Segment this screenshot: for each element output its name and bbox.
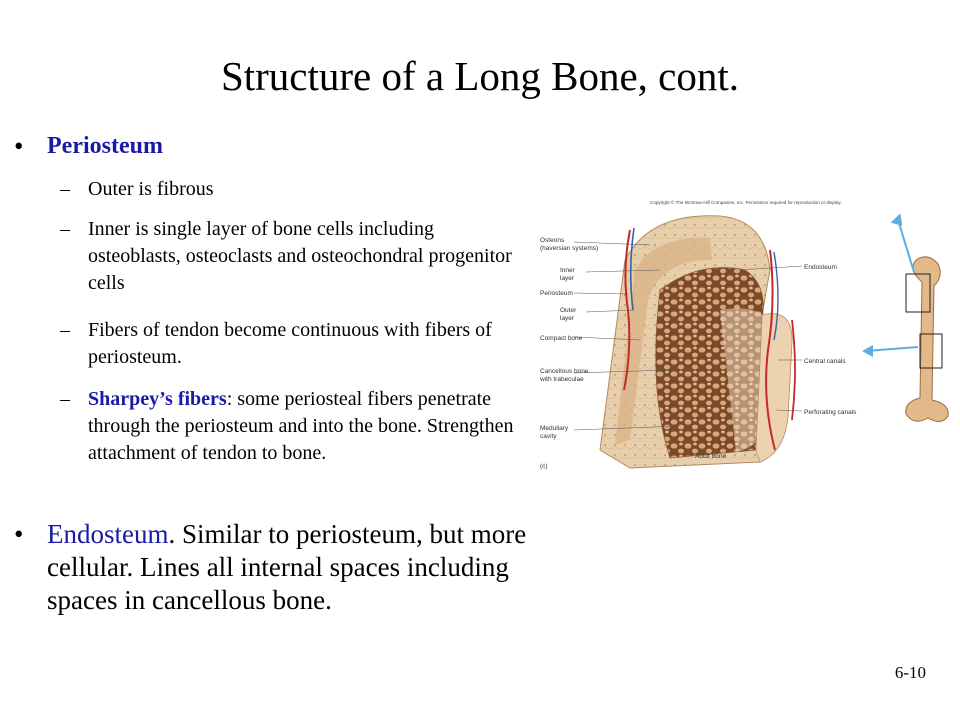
endosteum-description: . Similar to periosteum, but more cellular. Lines all internal spaces including spaces in cancellous bone.: [47, 519, 527, 615]
label-compact-bone: Compact bone: [540, 335, 583, 342]
endosteum-text: [47, 518, 527, 617]
page-number: 6-10: [894, 663, 926, 682]
sharpeys-fibers-term: Sharpey’s fibers: [88, 388, 227, 410]
dash: –: [60, 319, 70, 341]
label-inner-layer: Inner: [560, 267, 575, 274]
sub-item-text: Fibers of tendon become continuous with fibers of periosteum.: [88, 319, 492, 368]
dash: –: [60, 218, 70, 240]
sub-item-text: Inner is single layer of bone cells including osteoblasts, osteoclasts and osteochondral progenitor cells: [88, 218, 512, 294]
label-panel-c: (c): [540, 463, 548, 470]
arrow-line: [898, 220, 914, 272]
long-bone-illustration: [530, 190, 960, 480]
arrow-head-icon: [891, 211, 906, 226]
bullet-dot: •: [14, 131, 24, 161]
dash: –: [60, 178, 70, 200]
label-with-trabeculae: with trabeculae: [540, 376, 584, 383]
dash: –: [60, 388, 70, 410]
periosteum-heading: Periosteum: [47, 133, 163, 159]
sub-item-text: Outer is fibrous: [88, 178, 214, 200]
femur-thumbnail: [862, 211, 948, 421]
label-perforating-canals: Perforating canals: [804, 409, 857, 416]
label-outer-layer-2: layer: [560, 315, 575, 322]
label-cancellous-bone: Cancellous bone: [540, 368, 589, 375]
sharpeys-fibers-description: : some periosteal fibers penetrate through the periosteum and into the bone. Strengthen attachment of tendon to bone.: [88, 388, 514, 464]
label-endosteum: Endosteum: [804, 264, 837, 271]
label-outer-layer: Outer: [560, 307, 577, 314]
arrow-line: [866, 347, 918, 351]
slide-title: Structure of a Long Bone, cont.: [220, 53, 740, 99]
label-inner-layer-2: layer: [560, 275, 575, 282]
label-medullary-cavity: Medullary: [540, 425, 569, 432]
label-osteons: Osteons: [540, 237, 565, 244]
arrow-head-icon: [862, 345, 873, 357]
label-periosteum: Periosteum: [540, 290, 573, 297]
label-haversian-systems: (haversian systems): [540, 245, 599, 252]
copyright-notice: Copyright © The McGraw-Hill Companies, Inc. Permission required for reproduction or display.: [650, 200, 842, 205]
label-cavity: cavity: [540, 433, 557, 440]
bullet-dot: •: [14, 519, 24, 549]
label-adult-bone: Adult bone: [695, 453, 727, 460]
sub-item-text: [88, 386, 518, 467]
label-central-canals: Central canals: [804, 358, 846, 365]
endosteum-term: Endosteum: [47, 519, 169, 549]
